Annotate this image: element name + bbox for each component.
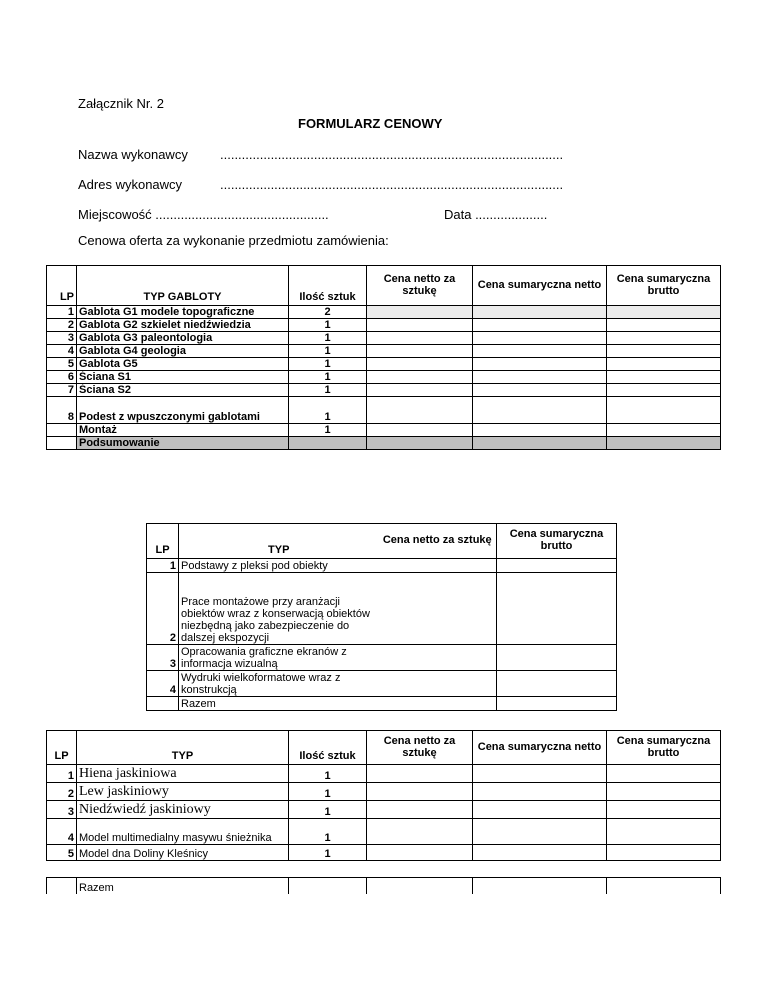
t1-typ: Gablota G4 geologia xyxy=(77,345,289,358)
t1-typ: Podest z wpuszczonymi gablotami xyxy=(77,397,289,424)
t2-typ: Opracowania graficzne ekranów z informacja wizualną xyxy=(179,645,379,671)
place-field[interactable]: Miejscowość ................................................ xyxy=(78,207,329,222)
t1-qty: 1 xyxy=(289,384,367,397)
page-title: FORMULARZ CENOWY xyxy=(298,116,443,131)
t1-qty: 1 xyxy=(289,424,367,437)
t1-sum-gross-cell[interactable] xyxy=(607,424,721,437)
t3-sum-gross-cell[interactable] xyxy=(607,783,721,801)
t3-total-sum-gross-cell[interactable] xyxy=(607,878,721,894)
table-row xyxy=(147,697,617,711)
t3-total-unit-net-cell[interactable] xyxy=(367,878,473,894)
t2-unit-net-cell[interactable] xyxy=(379,559,497,573)
t1-sum-net-cell[interactable] xyxy=(473,384,607,397)
t1-lp: 3 xyxy=(47,332,77,345)
t2-sum-gross-cell[interactable] xyxy=(497,671,617,697)
t1-lp xyxy=(47,437,77,450)
t3-header-sum-gross: Cena sumaryczna brutto xyxy=(607,731,721,765)
t3-header-typ: TYP xyxy=(77,731,289,765)
t2-header-unit-net: Cena netto za sztukę xyxy=(379,524,497,559)
table-modele-total xyxy=(46,877,721,894)
t2-typ: Wydruki wielkoformatowe wraz z konstrukcją xyxy=(179,671,379,697)
t1-typ: Ściana S2 xyxy=(77,384,289,397)
t1-typ: Montaż xyxy=(77,424,289,437)
t1-sum-net-cell[interactable] xyxy=(473,319,607,332)
t1-lp: 8 xyxy=(47,397,77,424)
t3-header-unit-net: Cena netto za sztukę xyxy=(367,731,473,765)
date-field[interactable]: Data .................... xyxy=(444,207,548,222)
t1-sum-gross-cell[interactable] xyxy=(607,306,721,319)
t2-header-sum-gross: Cena sumaryczna brutto xyxy=(497,524,617,559)
table-row xyxy=(147,671,617,697)
table-row xyxy=(147,559,617,573)
contractor-name-label: Nazwa wykonawcy xyxy=(78,147,188,162)
t1-unit-net-cell[interactable] xyxy=(367,437,473,450)
t1-sum-gross-cell[interactable] xyxy=(607,437,721,450)
t1-header-qty: Ilość sztuk xyxy=(289,266,367,306)
t1-sum-net-cell[interactable] xyxy=(473,358,607,371)
t1-lp: 2 xyxy=(47,319,77,332)
table-row-summary xyxy=(47,437,721,450)
table-row xyxy=(47,371,721,384)
t3-typ: Model multimedialny masywu śnieżnika xyxy=(77,819,289,845)
table-row xyxy=(47,384,721,397)
t1-header-sum-gross: Cena sumaryczna brutto xyxy=(607,266,721,306)
t1-typ: Gablota G2 szkielet niedźwiedzia xyxy=(77,319,289,332)
t1-header-lp: LP xyxy=(47,266,77,306)
table-row xyxy=(47,801,721,819)
t3-qty: 1 xyxy=(289,783,367,801)
t3-lp: 4 xyxy=(47,819,77,845)
t3-qty: 1 xyxy=(289,765,367,783)
table-row xyxy=(47,345,721,358)
t2-lp: 2 xyxy=(147,573,179,645)
t3-sum-gross-cell[interactable] xyxy=(607,801,721,819)
t3-total-lp xyxy=(47,878,77,894)
t1-unit-net-cell[interactable] xyxy=(367,358,473,371)
t1-qty: 1 xyxy=(289,358,367,371)
table-row xyxy=(47,819,721,845)
t1-header-typ: TYP GABLOTY xyxy=(77,266,289,306)
t2-unit-net-cell[interactable] xyxy=(379,697,497,711)
t1-header-unit-net: Cena netto za sztukę xyxy=(367,266,473,306)
t2-sum-gross-cell[interactable] xyxy=(497,697,617,711)
t1-sum-net-cell[interactable] xyxy=(473,397,607,424)
t2-header-typ: TYP xyxy=(179,524,379,559)
t3-unit-net-cell[interactable] xyxy=(367,765,473,783)
contractor-address-field[interactable]: ............................................................................................... xyxy=(220,177,564,192)
t3-lp: 2 xyxy=(47,783,77,801)
table-row xyxy=(147,645,617,671)
table-row xyxy=(47,783,721,801)
t1-sum-net-cell[interactable] xyxy=(473,424,607,437)
table-gabloty xyxy=(46,265,721,450)
t1-typ: Gablota G1 modele topograficzne xyxy=(77,306,289,319)
t1-unit-net-cell[interactable] xyxy=(367,319,473,332)
t1-typ: Gablota G5 xyxy=(77,358,289,371)
table-row xyxy=(47,306,721,319)
t1-unit-net-cell[interactable] xyxy=(367,397,473,424)
t1-unit-net-cell[interactable] xyxy=(367,384,473,397)
t3-total-label: Razem xyxy=(77,878,289,894)
t1-unit-net-cell[interactable] xyxy=(367,345,473,358)
table-row xyxy=(47,424,721,437)
t3-typ: Model dna Doliny Kleśnicy xyxy=(77,845,289,861)
t3-lp: 3 xyxy=(47,801,77,819)
table-modele xyxy=(46,730,721,861)
contractor-name-field[interactable]: ............................................................................................... xyxy=(220,147,564,162)
t1-sum-net-cell[interactable] xyxy=(473,371,607,384)
t3-lp: 5 xyxy=(47,845,77,861)
t1-sum-gross-cell[interactable] xyxy=(607,319,721,332)
t3-typ: Niedźwiedź jaskiniowy xyxy=(77,801,289,819)
t3-sum-net-cell[interactable] xyxy=(473,819,607,845)
t2-lp: 3 xyxy=(147,645,179,671)
t1-header-sum-net: Cena sumaryczna netto xyxy=(473,266,607,306)
table-row xyxy=(147,573,617,645)
table-uslugi xyxy=(146,523,617,711)
t3-qty: 1 xyxy=(289,819,367,845)
t1-typ: Podsumowanie xyxy=(77,437,289,450)
table-row xyxy=(47,358,721,371)
t1-sum-net-cell[interactable] xyxy=(473,345,607,358)
t2-lp: 1 xyxy=(147,559,179,573)
t1-sum-net-cell[interactable] xyxy=(473,306,607,319)
table-row xyxy=(47,845,721,861)
t3-unit-net-cell[interactable] xyxy=(367,783,473,801)
t3-typ: Hiena jaskiniowa xyxy=(77,765,289,783)
table-row xyxy=(47,765,721,783)
annex-label: Załącznik Nr. 2 xyxy=(78,96,164,111)
t1-sum-gross-cell[interactable] xyxy=(607,345,721,358)
t1-qty xyxy=(289,437,367,450)
t1-qty: 2 xyxy=(289,306,367,319)
t1-lp: 5 xyxy=(47,358,77,371)
t2-typ: Podstawy z pleksi pod obiekty xyxy=(179,559,379,573)
t3-sum-gross-cell[interactable] xyxy=(607,765,721,783)
table-row-total xyxy=(47,878,721,894)
t3-sum-net-cell[interactable] xyxy=(473,783,607,801)
t3-unit-net-cell[interactable] xyxy=(367,801,473,819)
t3-sum-net-cell[interactable] xyxy=(473,801,607,819)
t3-lp: 1 xyxy=(47,765,77,783)
t1-sum-gross-cell[interactable] xyxy=(607,332,721,345)
table-row xyxy=(47,319,721,332)
t2-typ: Razem xyxy=(179,697,379,711)
table-row xyxy=(47,332,721,345)
t1-lp: 7 xyxy=(47,384,77,397)
t3-header-sum-net: Cena sumaryczna netto xyxy=(473,731,607,765)
offer-text: Cenowa oferta za wykonanie przedmiotu zamówienia: xyxy=(78,233,389,248)
t1-unit-net-cell[interactable] xyxy=(367,371,473,384)
t3-total-qty xyxy=(289,878,367,894)
t2-lp xyxy=(147,697,179,711)
t1-sum-net-cell[interactable] xyxy=(473,437,607,450)
t2-sum-gross-cell[interactable] xyxy=(497,559,617,573)
t3-header-qty: Ilość sztuk xyxy=(289,731,367,765)
t3-sum-net-cell[interactable] xyxy=(473,765,607,783)
t3-qty: 1 xyxy=(289,801,367,819)
t1-typ: Gablota G3 paleontologia xyxy=(77,332,289,345)
t3-typ: Lew jaskiniowy xyxy=(77,783,289,801)
contractor-address-label: Adres wykonawcy xyxy=(78,177,183,192)
t1-qty: 1 xyxy=(289,397,367,424)
t2-header-lp: LP xyxy=(147,524,179,559)
t1-lp: 6 xyxy=(47,371,77,384)
t1-unit-net-cell[interactable] xyxy=(367,332,473,345)
t2-unit-net-cell[interactable] xyxy=(379,573,497,645)
t3-sum-gross-cell[interactable] xyxy=(607,819,721,845)
t3-unit-net-cell[interactable] xyxy=(367,819,473,845)
t1-qty: 1 xyxy=(289,371,367,384)
t3-unit-net-cell[interactable] xyxy=(367,845,473,861)
t3-sum-net-cell[interactable] xyxy=(473,845,607,861)
t1-qty: 1 xyxy=(289,332,367,345)
t1-typ: Ściana S1 xyxy=(77,371,289,384)
t1-lp: 4 xyxy=(47,345,77,358)
t3-total-sum-net-cell[interactable] xyxy=(473,878,607,894)
t1-lp xyxy=(47,424,77,437)
t2-lp: 4 xyxy=(147,671,179,697)
t1-sum-gross-cell[interactable] xyxy=(607,397,721,424)
t2-unit-net-cell[interactable] xyxy=(379,645,497,671)
t2-sum-gross-cell[interactable] xyxy=(497,645,617,671)
table-row xyxy=(47,397,721,424)
t1-qty: 1 xyxy=(289,319,367,332)
t2-unit-net-cell[interactable] xyxy=(379,671,497,697)
t1-sum-gross-cell[interactable] xyxy=(607,371,721,384)
t3-qty: 1 xyxy=(289,845,367,861)
t3-header-lp: LP xyxy=(47,731,77,765)
t1-qty: 1 xyxy=(289,345,367,358)
t2-typ: Prace montażowe przy aranżacji obiektów wraz z konserwacją obiektów niezbędną jako zabezpieczenie do dalszej ekspozycji xyxy=(179,573,379,645)
t1-unit-net-cell[interactable] xyxy=(367,306,473,319)
t1-sum-gross-cell[interactable] xyxy=(607,358,721,371)
t3-sum-gross-cell[interactable] xyxy=(607,845,721,861)
t1-sum-net-cell[interactable] xyxy=(473,332,607,345)
t1-sum-gross-cell[interactable] xyxy=(607,384,721,397)
t1-unit-net-cell[interactable] xyxy=(367,424,473,437)
t1-lp: 1 xyxy=(47,306,77,319)
t2-sum-gross-cell[interactable] xyxy=(497,573,617,645)
